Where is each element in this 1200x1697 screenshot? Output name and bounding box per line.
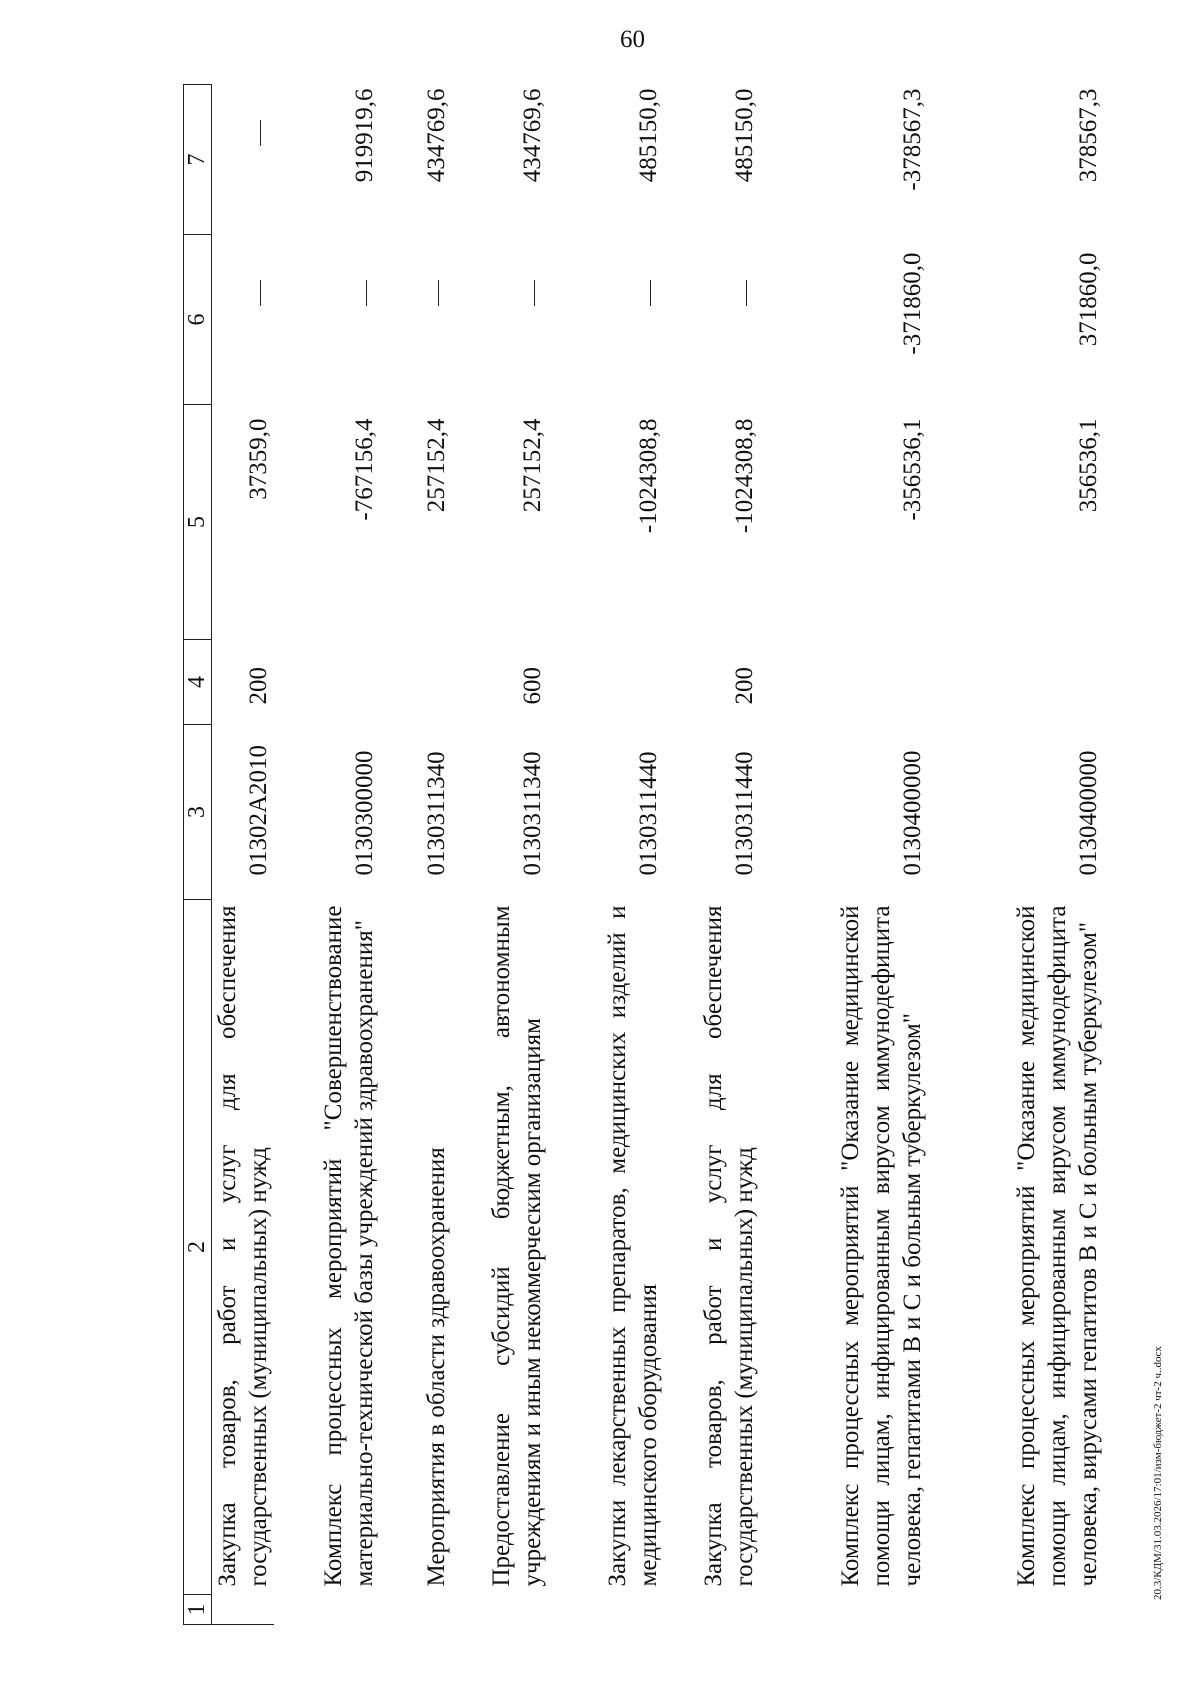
dash-mark	[534, 281, 535, 307]
row-col6	[212, 235, 275, 405]
row-code: 0130300000	[351, 750, 378, 876]
row-code: 0130400000	[899, 750, 926, 876]
row-col6	[664, 235, 760, 405]
row-col5: -1024308,8	[731, 418, 758, 534]
table-row	[380, 85, 452, 1625]
dash-mark	[260, 281, 261, 307]
row-vr: 200	[731, 667, 758, 705]
header-col-7: 7	[184, 85, 212, 235]
row-col5: 356536,1	[1075, 418, 1102, 513]
header-col-1: 1	[184, 1595, 212, 1625]
row-col7	[212, 85, 275, 235]
row-col7: 485150,0	[635, 88, 662, 183]
row-col6	[452, 235, 548, 405]
row-col7: 485150,0	[731, 88, 758, 183]
row-col6: -371860,0	[899, 252, 926, 355]
row-vr: 200	[245, 667, 272, 705]
row-code: 0130311340	[519, 751, 546, 876]
dash-mark	[260, 121, 261, 147]
row-col5: 37359,0	[245, 418, 272, 500]
row-name: Комплекс процессных мероприятий "Оказание медицинской помощи лицам, инфицированным вирусом иммунодефицита человека, гепатитами B и C и больным туберкулезом"	[837, 905, 926, 1587]
budget-table	[183, 84, 1104, 1625]
header-col-6: 6	[184, 235, 212, 405]
row-col6	[548, 235, 664, 405]
row-name: Комплекс процессных мероприятий "Оказание медицинской помощи лицам, инфицированным вирусом иммунодефицита человека, вирусами гепатитов B и C и больным туберкулезом"	[1013, 905, 1102, 1587]
row-vr: 600	[519, 667, 546, 705]
row-code: 0130311440	[635, 751, 662, 876]
row-name: Предоставление субсидий бюджетным, автономным учреждениям и иным некоммерческим организациям	[488, 905, 546, 1587]
row-code: 0130311440	[731, 751, 758, 876]
row-code: 0130400000	[1075, 750, 1102, 876]
page-number: 60	[620, 26, 645, 53]
table-row	[760, 85, 928, 1625]
dash-mark	[746, 281, 747, 307]
row-name: Закупки лекарственных препаратов, медицинских изделий и медицинского оборудования	[604, 905, 662, 1587]
row-name: Закупка товаров, работ и услуг для обеспечения государственных (муниципальных) нужд	[214, 905, 272, 1587]
row-code: 0130311340	[423, 751, 450, 876]
header-col-2: 2	[184, 900, 212, 1595]
header-col-5: 5	[184, 405, 212, 640]
row-col5: -1024308,8	[635, 418, 662, 534]
document-footer-path: 20.3/КДМ/31.03.2026/17:01/изм-бюджет-2 чт-2 ч..docx	[1152, 1346, 1164, 1600]
dash-mark	[650, 281, 651, 307]
row-vr	[274, 640, 380, 725]
table-row	[274, 85, 380, 1625]
dash-mark	[438, 281, 439, 307]
row-vr	[928, 640, 1104, 725]
row-name: Мероприятия в области здравоохранения	[423, 1147, 450, 1587]
row-code: 01302A2010	[245, 744, 272, 876]
row-col7: 434769,6	[519, 88, 546, 183]
row-vr	[380, 640, 452, 725]
table-row	[452, 85, 548, 1625]
dash-mark	[366, 281, 367, 307]
row-vr	[548, 640, 664, 725]
row-vr	[760, 640, 928, 725]
row-col5: 257152,4	[519, 418, 546, 513]
row-col7: -378567,3	[899, 88, 926, 191]
table-row	[212, 85, 275, 1625]
table-row	[664, 85, 760, 1625]
row-col5: -767156,4	[351, 418, 378, 521]
row-col6	[380, 235, 452, 405]
row-col5: 257152,4	[423, 418, 450, 513]
budget-table-rotated	[183, 85, 1104, 1625]
row-col6	[274, 235, 380, 405]
row-name: Комплекс процессных мероприятий "Совершенствование материально-технической базы учреждений здравоохранения"	[320, 905, 378, 1587]
header-col-4: 4	[184, 640, 212, 725]
row-col7: 378567,3	[1075, 88, 1102, 183]
row-col7: 919919,6	[351, 88, 378, 183]
row-col6: 371860,0	[1075, 252, 1102, 347]
row-col5: -356536,1	[899, 418, 926, 521]
row-col7: 434769,6	[423, 88, 450, 183]
header-row	[184, 85, 212, 1625]
header-col-3: 3	[184, 725, 212, 900]
row-name: Закупка товаров, работ и услуг для обеспечения государственных (муниципальных) нужд	[700, 905, 758, 1587]
table-row	[928, 85, 1104, 1625]
table-row	[548, 85, 664, 1625]
